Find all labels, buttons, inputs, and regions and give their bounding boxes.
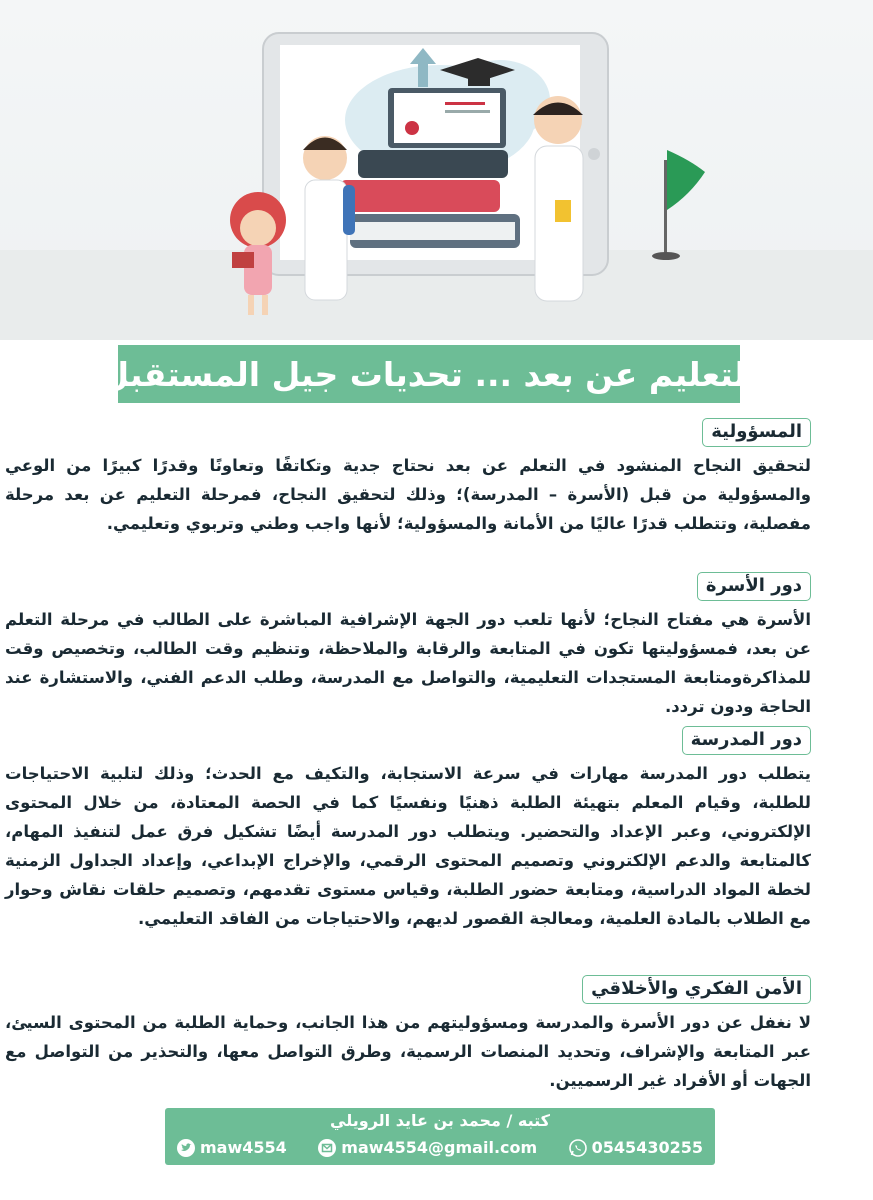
paragraph-school: يتطلب دور المدرسة مهارات في سرعة الاستجابة، والتكيف مع الحدث؛ وذلك لتلبية الاحتياجات للطلبة، وقيام المعلم بتهيئة الطلبة ذهنيًا ونفسيًا كما في الحصة المعتادة، من خلال المحتوى الإلكتروني، وعبر الإعداد والتحضير. ويتطلب دور المدرسة أيضًا تشكيل فرق عمل لتنفيذ المهام، كالمتابعة والدعم الإلكتروني وتصميم المحتوى الرقمي، والإخراج الإبداعي، وإعداد الجداول الزمنية لخطة المواد الدراسية، ومتابعة حضور الطلبة، وقياس مستوى تقدمهم، وتصميم حلقات نقاش وحوار مع الطلاب بالمادة العلمية، ومعالجة القصور لديهم، والاحتياجات من الفاقد التعليمي. bbox=[5, 764, 811, 928]
section-heading bbox=[702, 418, 811, 447]
paragraph-security: لا نغفل عن دور الأسرة والمدرسة ومسؤوليتهم من هذا الجانب، وحماية الطلبة من المحتوى السيئ، عبر المتابعة والإشراف، وتحديد المنصات الرسمية، وطرق التواصل معها، والتحذير من التواصل مع الجهات أو الأفراد غير الرسميين. bbox=[5, 1013, 811, 1090]
twitter-handle: maw4554 bbox=[200, 1138, 287, 1157]
section-responsibility bbox=[5, 418, 811, 538]
whatsapp-icon bbox=[569, 1139, 587, 1157]
heading-responsibility: المسؤولية bbox=[711, 421, 802, 442]
section-heading bbox=[697, 572, 811, 601]
section-family bbox=[5, 572, 811, 721]
heading-school: دور المدرسة bbox=[690, 729, 802, 750]
phone-contact[interactable] bbox=[569, 1138, 703, 1157]
section-security bbox=[5, 975, 811, 1095]
contact-info bbox=[177, 1138, 703, 1157]
section-heading bbox=[682, 726, 811, 755]
title-banner bbox=[100, 345, 758, 403]
footer-credits bbox=[165, 1108, 715, 1165]
twitter-contact[interactable] bbox=[177, 1138, 287, 1157]
section-school bbox=[5, 726, 811, 933]
page-title: التعليم عن بعد ... تحديات جيل المستقبل bbox=[100, 354, 758, 394]
email-address: maw4554@gmail.com bbox=[341, 1138, 538, 1157]
paragraph-family: الأسرة هي مفتاح النجاح؛ لأنها تلعب دور الجهة الإشرافية المباشرة على الطالب في مرحلة التعلم عن بعد، فمسؤوليتها تكون في المتابعة والرقابة والملاحظة، وتنظيم وقت الطالب، وتخصيص وقت للمذاكرةومتابعة المستجدات التعليمية، والتواصل مع المدرسة، وطلب الدعم الفني، والاستشارة عند الحاجة ودون تردد. bbox=[5, 610, 811, 716]
classroom-illustration bbox=[0, 0, 873, 340]
phone-number: 0545430255 bbox=[591, 1138, 703, 1157]
heading-family: دور الأسرة bbox=[705, 575, 802, 596]
twitter-icon bbox=[177, 1139, 195, 1157]
author-credit: كتبه / محمد بن عايد الرويلي bbox=[330, 1111, 550, 1130]
heading-security: الأمن الفكري والأخلاقي bbox=[591, 978, 802, 999]
section-heading bbox=[582, 975, 811, 1004]
header-illustration bbox=[0, 0, 873, 340]
paragraph-responsibility: لتحقيق النجاح المنشود في التعلم عن بعد نحتاج جدية وتكاتفًا وتعاونًا وقدرًا كبيرًا من الوعي والمسؤولية من قبل (الأسرة – المدرسة)؛ وذلك لتحقيق النجاح، فمرحلة التعليم عن بعد مرحلة مفصلية، وتتطلب قدرًا عاليًا من الأمانة والمسؤولية؛ لأنها واجب وطني وتربوي وتعليمي. bbox=[5, 456, 811, 533]
email-contact[interactable] bbox=[318, 1138, 537, 1157]
email-icon bbox=[318, 1139, 336, 1157]
